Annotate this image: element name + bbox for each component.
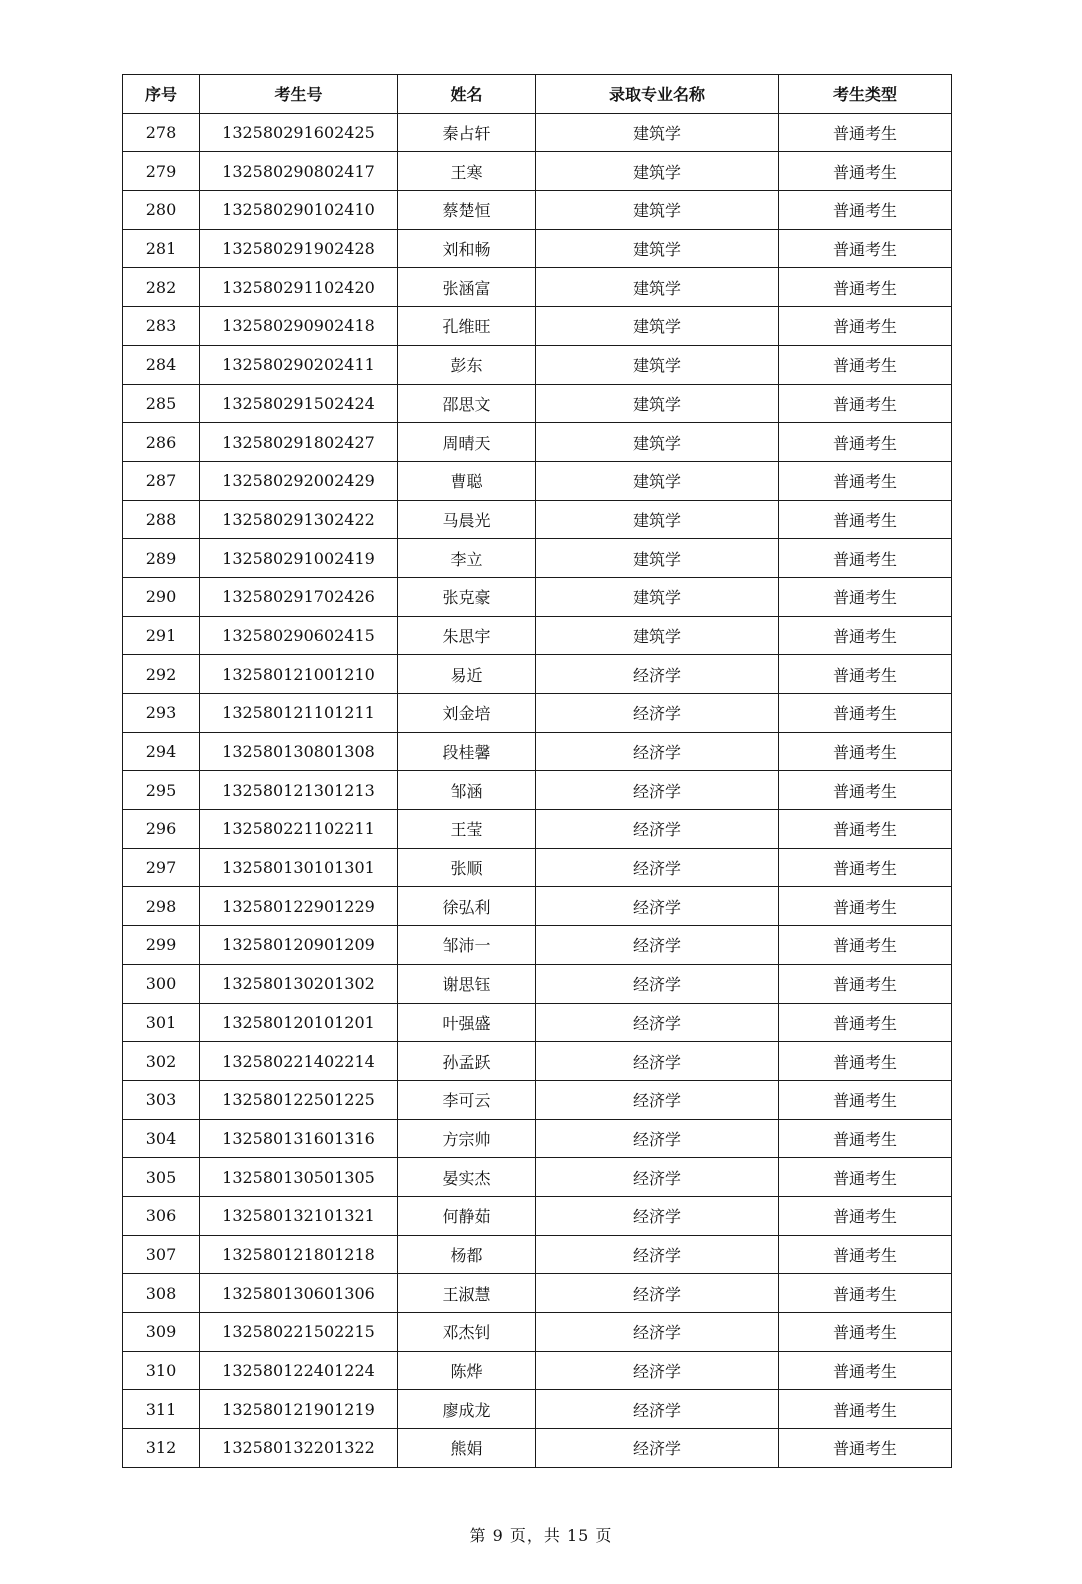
cell-major: 经济学	[536, 1235, 779, 1274]
cell-name: 何静茹	[398, 1196, 536, 1235]
cell-major: 经济学	[536, 1313, 779, 1352]
cell-candidate-type: 普通考生	[779, 694, 952, 733]
cell-candidate-number: 132580291702426	[200, 577, 398, 616]
cell-name: 李可云	[398, 1080, 536, 1119]
cell-serial-number: 288	[123, 500, 200, 539]
cell-candidate-number: 132580121101211	[200, 694, 398, 733]
cell-candidate-type: 普通考生	[779, 1351, 952, 1390]
cell-name: 徐弘利	[398, 887, 536, 926]
cell-candidate-type: 普通考生	[779, 345, 952, 384]
cell-candidate-type: 普通考生	[779, 191, 952, 230]
cell-major: 建筑学	[536, 152, 779, 191]
cell-candidate-type: 普通考生	[779, 771, 952, 810]
cell-serial-number: 302	[123, 1042, 200, 1081]
cell-name: 张克豪	[398, 577, 536, 616]
table-row	[123, 1158, 952, 1197]
table-row	[123, 1119, 952, 1158]
cell-candidate-number: 132580290602415	[200, 616, 398, 655]
cell-serial-number: 303	[123, 1080, 200, 1119]
cell-candidate-number: 132580291802427	[200, 423, 398, 462]
table-row	[123, 1274, 952, 1313]
cell-serial-number: 279	[123, 152, 200, 191]
cell-candidate-type: 普通考生	[779, 655, 952, 694]
cell-candidate-type: 普通考生	[779, 1196, 952, 1235]
cell-name: 王寒	[398, 152, 536, 191]
cell-candidate-number: 132580120901209	[200, 926, 398, 965]
table-row	[123, 1042, 952, 1081]
cell-serial-number: 293	[123, 694, 200, 733]
cell-name: 彭东	[398, 345, 536, 384]
cell-candidate-number: 132580121001210	[200, 655, 398, 694]
cell-major: 建筑学	[536, 345, 779, 384]
cell-candidate-type: 普通考生	[779, 307, 952, 346]
cell-major: 经济学	[536, 1119, 779, 1158]
cell-serial-number: 291	[123, 616, 200, 655]
cell-candidate-number: 132580131601316	[200, 1119, 398, 1158]
cell-candidate-type: 普通考生	[779, 1390, 952, 1429]
cell-candidate-type: 普通考生	[779, 1042, 952, 1081]
cell-candidate-number: 132580290202411	[200, 345, 398, 384]
cell-name: 马晨光	[398, 500, 536, 539]
cell-candidate-type: 普通考生	[779, 384, 952, 423]
cell-candidate-type: 普通考生	[779, 1003, 952, 1042]
cell-major: 经济学	[536, 1351, 779, 1390]
cell-major: 经济学	[536, 1080, 779, 1119]
cell-candidate-type: 普通考生	[779, 1158, 952, 1197]
table-row	[123, 113, 952, 152]
table-row	[123, 1235, 952, 1274]
cell-serial-number: 300	[123, 964, 200, 1003]
table-row	[123, 307, 952, 346]
table-row	[123, 461, 952, 500]
cell-serial-number: 301	[123, 1003, 200, 1042]
cell-major: 经济学	[536, 1042, 779, 1081]
cell-name: 秦占轩	[398, 113, 536, 152]
cell-candidate-type: 普通考生	[779, 926, 952, 965]
cell-name: 李立	[398, 539, 536, 578]
cell-name: 熊娟	[398, 1429, 536, 1468]
cell-major: 经济学	[536, 1003, 779, 1042]
cell-candidate-number: 132580290102410	[200, 191, 398, 230]
cell-candidate-number: 132580120101201	[200, 1003, 398, 1042]
cell-name: 叶强盛	[398, 1003, 536, 1042]
cell-serial-number: 292	[123, 655, 200, 694]
header-major: 录取专业名称	[536, 75, 779, 114]
cell-candidate-number: 132580221102211	[200, 810, 398, 849]
cell-major: 经济学	[536, 655, 779, 694]
cell-major: 建筑学	[536, 191, 779, 230]
table-row	[123, 1313, 952, 1352]
table-row	[123, 926, 952, 965]
cell-serial-number: 298	[123, 887, 200, 926]
cell-name: 张涵富	[398, 268, 536, 307]
cell-serial-number: 295	[123, 771, 200, 810]
cell-major: 建筑学	[536, 616, 779, 655]
cell-candidate-type: 普通考生	[779, 810, 952, 849]
cell-candidate-number: 132580221502215	[200, 1313, 398, 1352]
cell-name: 周晴天	[398, 423, 536, 462]
cell-serial-number: 311	[123, 1390, 200, 1429]
cell-serial-number: 281	[123, 229, 200, 268]
table-row	[123, 191, 952, 230]
table-row	[123, 964, 952, 1003]
cell-candidate-number: 132580130601306	[200, 1274, 398, 1313]
cell-serial-number: 280	[123, 191, 200, 230]
cell-major: 经济学	[536, 732, 779, 771]
table-row	[123, 500, 952, 539]
cell-candidate-number: 132580130801308	[200, 732, 398, 771]
cell-major: 经济学	[536, 810, 779, 849]
cell-serial-number: 294	[123, 732, 200, 771]
cell-candidate-type: 普通考生	[779, 268, 952, 307]
cell-candidate-number: 132580121801218	[200, 1235, 398, 1274]
cell-serial-number: 287	[123, 461, 200, 500]
cell-candidate-type: 普通考生	[779, 423, 952, 462]
cell-candidate-number: 132580291102420	[200, 268, 398, 307]
table-row	[123, 1003, 952, 1042]
cell-candidate-number: 132580132101321	[200, 1196, 398, 1235]
table-row	[123, 423, 952, 462]
cell-major: 经济学	[536, 1158, 779, 1197]
cell-serial-number: 282	[123, 268, 200, 307]
cell-serial-number: 289	[123, 539, 200, 578]
table-row	[123, 1080, 952, 1119]
cell-candidate-number: 132580130201302	[200, 964, 398, 1003]
cell-name: 曹聪	[398, 461, 536, 500]
cell-candidate-number: 132580291602425	[200, 113, 398, 152]
cell-serial-number: 284	[123, 345, 200, 384]
cell-name: 孙孟跃	[398, 1042, 536, 1081]
cell-candidate-type: 普通考生	[779, 1235, 952, 1274]
cell-name: 刘金培	[398, 694, 536, 733]
table-row	[123, 810, 952, 849]
table-row	[123, 771, 952, 810]
cell-major: 建筑学	[536, 423, 779, 462]
cell-candidate-number: 132580121901219	[200, 1390, 398, 1429]
cell-name: 谢思钰	[398, 964, 536, 1003]
cell-major: 经济学	[536, 964, 779, 1003]
cell-candidate-number: 132580290802417	[200, 152, 398, 191]
cell-candidate-type: 普通考生	[779, 1119, 952, 1158]
cell-candidate-type: 普通考生	[779, 1274, 952, 1313]
cell-serial-number: 307	[123, 1235, 200, 1274]
table-row	[123, 1429, 952, 1468]
cell-name: 易近	[398, 655, 536, 694]
cell-serial-number: 285	[123, 384, 200, 423]
cell-name: 刘和畅	[398, 229, 536, 268]
cell-candidate-number: 132580292002429	[200, 461, 398, 500]
cell-candidate-number: 132580291902428	[200, 229, 398, 268]
cell-serial-number: 297	[123, 848, 200, 887]
table-row	[123, 1196, 952, 1235]
cell-major: 经济学	[536, 1196, 779, 1235]
table-row	[123, 229, 952, 268]
cell-candidate-type: 普通考生	[779, 113, 952, 152]
table-row	[123, 1351, 952, 1390]
table-header-row	[123, 75, 952, 114]
cell-candidate-type: 普通考生	[779, 1313, 952, 1352]
cell-name: 廖成龙	[398, 1390, 536, 1429]
cell-candidate-number: 132580121301213	[200, 771, 398, 810]
cell-major: 经济学	[536, 926, 779, 965]
cell-serial-number: 283	[123, 307, 200, 346]
cell-name: 邹沛一	[398, 926, 536, 965]
table-row	[123, 848, 952, 887]
cell-candidate-type: 普通考生	[779, 887, 952, 926]
header-candidate-number: 考生号	[200, 75, 398, 114]
cell-major: 建筑学	[536, 268, 779, 307]
table-row	[123, 539, 952, 578]
cell-candidate-type: 普通考生	[779, 964, 952, 1003]
cell-name: 孔维旺	[398, 307, 536, 346]
cell-major: 经济学	[536, 1429, 779, 1468]
cell-name: 段桂馨	[398, 732, 536, 771]
cell-candidate-type: 普通考生	[779, 229, 952, 268]
cell-candidate-number: 132580132201322	[200, 1429, 398, 1468]
table-body	[123, 113, 952, 1467]
cell-serial-number: 308	[123, 1274, 200, 1313]
cell-serial-number: 278	[123, 113, 200, 152]
cell-major: 建筑学	[536, 229, 779, 268]
cell-serial-number: 304	[123, 1119, 200, 1158]
cell-candidate-type: 普通考生	[779, 1080, 952, 1119]
cell-name: 朱思宇	[398, 616, 536, 655]
table-row	[123, 577, 952, 616]
header-serial-number: 序号	[123, 75, 200, 114]
cell-name: 邵思文	[398, 384, 536, 423]
header-name: 姓名	[398, 75, 536, 114]
cell-name: 邹涵	[398, 771, 536, 810]
cell-serial-number: 299	[123, 926, 200, 965]
cell-major: 建筑学	[536, 307, 779, 346]
cell-major: 经济学	[536, 694, 779, 733]
cell-name: 晏实杰	[398, 1158, 536, 1197]
cell-candidate-type: 普通考生	[779, 616, 952, 655]
cell-name: 杨都	[398, 1235, 536, 1274]
cell-serial-number: 312	[123, 1429, 200, 1468]
cell-major: 建筑学	[536, 113, 779, 152]
cell-major: 经济学	[536, 1274, 779, 1313]
cell-name: 陈烨	[398, 1351, 536, 1390]
cell-serial-number: 305	[123, 1158, 200, 1197]
page-footer: 第 9 页，共 15 页	[469, 1526, 613, 1545]
cell-name: 蔡楚恒	[398, 191, 536, 230]
cell-name: 王淑慧	[398, 1274, 536, 1313]
cell-candidate-number: 132580122901229	[200, 887, 398, 926]
cell-major: 经济学	[536, 887, 779, 926]
table-row	[123, 268, 952, 307]
cell-candidate-number: 132580291502424	[200, 384, 398, 423]
cell-candidate-type: 普通考生	[779, 848, 952, 887]
cell-candidate-number: 132580130101301	[200, 848, 398, 887]
cell-serial-number: 296	[123, 810, 200, 849]
cell-major: 建筑学	[536, 539, 779, 578]
cell-name: 邓杰钊	[398, 1313, 536, 1352]
cell-major: 经济学	[536, 771, 779, 810]
cell-serial-number: 309	[123, 1313, 200, 1352]
cell-major: 经济学	[536, 848, 779, 887]
cell-candidate-type: 普通考生	[779, 539, 952, 578]
table-row	[123, 887, 952, 926]
cell-candidate-number: 132580290902418	[200, 307, 398, 346]
cell-candidate-type: 普通考生	[779, 461, 952, 500]
cell-name: 方宗帅	[398, 1119, 536, 1158]
cell-major: 建筑学	[536, 461, 779, 500]
cell-serial-number: 310	[123, 1351, 200, 1390]
cell-major: 建筑学	[536, 577, 779, 616]
table-row	[123, 152, 952, 191]
cell-serial-number: 286	[123, 423, 200, 462]
cell-name: 王莹	[398, 810, 536, 849]
admission-table	[122, 74, 952, 1468]
cell-candidate-number: 132580122501225	[200, 1080, 398, 1119]
cell-serial-number: 290	[123, 577, 200, 616]
cell-major: 经济学	[536, 1390, 779, 1429]
cell-candidate-number: 132580221402214	[200, 1042, 398, 1081]
table-row	[123, 655, 952, 694]
cell-candidate-type: 普通考生	[779, 152, 952, 191]
table-row	[123, 1390, 952, 1429]
cell-candidate-type: 普通考生	[779, 500, 952, 539]
cell-candidate-type: 普通考生	[779, 1429, 952, 1468]
cell-candidate-type: 普通考生	[779, 577, 952, 616]
cell-candidate-type: 普通考生	[779, 732, 952, 771]
header-candidate-type: 考生类型	[779, 75, 952, 114]
cell-candidate-number: 132580122401224	[200, 1351, 398, 1390]
cell-candidate-number: 132580291002419	[200, 539, 398, 578]
table-row	[123, 732, 952, 771]
cell-candidate-number: 132580291302422	[200, 500, 398, 539]
table-row	[123, 345, 952, 384]
table-row	[123, 694, 952, 733]
cell-serial-number: 306	[123, 1196, 200, 1235]
cell-candidate-number: 132580130501305	[200, 1158, 398, 1197]
table-row	[123, 384, 952, 423]
cell-major: 建筑学	[536, 384, 779, 423]
cell-name: 张顺	[398, 848, 536, 887]
cell-major: 建筑学	[536, 500, 779, 539]
table-row	[123, 616, 952, 655]
